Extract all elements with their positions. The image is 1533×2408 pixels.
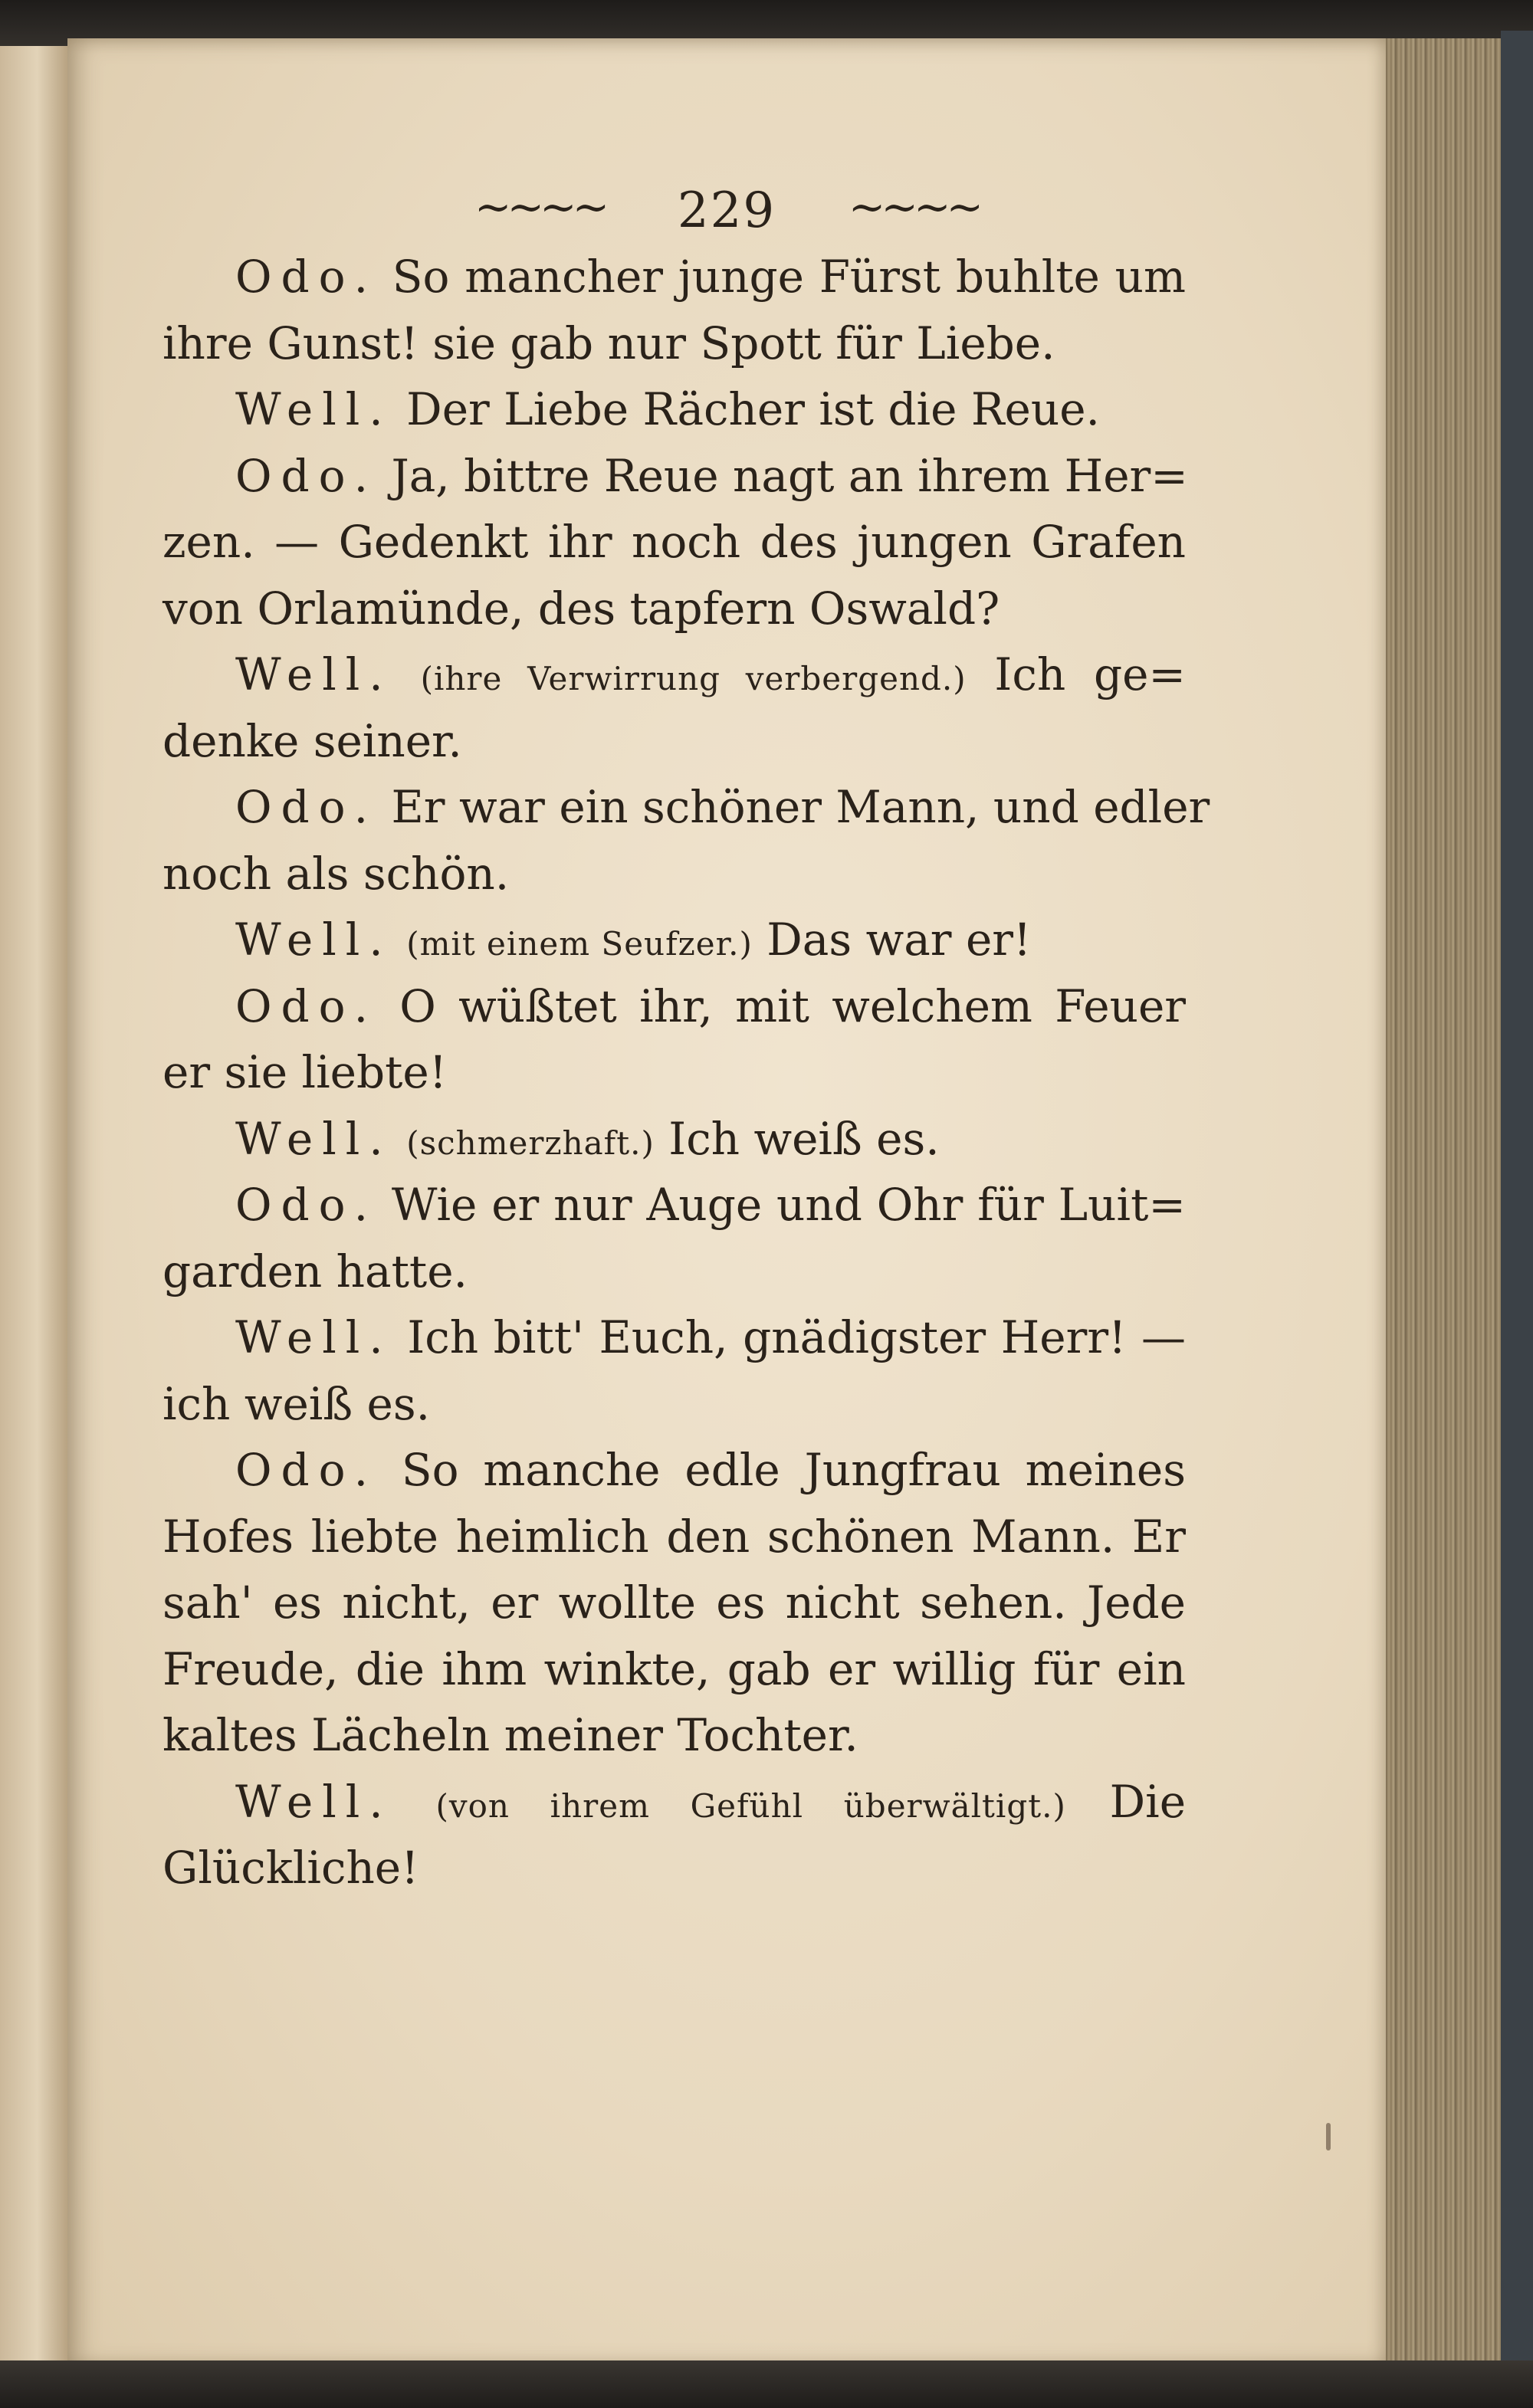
text-line xyxy=(162,1835,1186,1901)
page-number: 229 xyxy=(677,182,776,239)
text-line xyxy=(162,1570,1186,1636)
line-text: Das war er! xyxy=(752,914,1032,966)
book-cover-edge xyxy=(1501,31,1533,2376)
speaker-name: Odo. xyxy=(235,1444,378,1496)
text-line xyxy=(162,1304,1186,1371)
text-line xyxy=(162,708,1186,775)
text-line xyxy=(162,907,1186,973)
line-text: Der Liebe Rächer ist die Reue. xyxy=(392,383,1100,435)
line-text: noch als schön. xyxy=(162,847,510,900)
text-line xyxy=(162,1371,1186,1438)
text-line xyxy=(162,641,1186,708)
line-text: So manche edle Jungfrau meines xyxy=(377,1444,1186,1496)
text-line xyxy=(162,443,1186,510)
speaker-name: Well. xyxy=(235,648,392,700)
line-text: denke seiner. xyxy=(162,714,462,767)
text-line xyxy=(162,310,1186,377)
speaker-name: Well. xyxy=(235,914,392,966)
line-text: ihre Gunst! sie gab nur Spott für Liebe. xyxy=(162,317,1055,369)
text-line xyxy=(162,244,1186,310)
text-line xyxy=(162,576,1186,642)
line-text: Wie er nur Auge und Ohr für Luit= xyxy=(377,1179,1186,1231)
text-line xyxy=(162,1238,1186,1305)
text-line xyxy=(162,376,1186,443)
text-line xyxy=(162,1636,1186,1703)
paper-mark xyxy=(1326,2123,1331,2150)
speaker-name: Well. xyxy=(235,1311,392,1363)
text-line xyxy=(162,1769,1186,1836)
speaker-name: Odo. xyxy=(235,449,378,502)
speaker-name: Well. xyxy=(235,1112,392,1165)
speaker-name: Well. xyxy=(235,383,392,435)
line-text: sah' es nicht, er wollte es nicht sehen. Jede xyxy=(162,1576,1186,1629)
line-text xyxy=(392,914,406,966)
line-text: So mancher junge Fürst buhlte um xyxy=(377,251,1186,303)
line-text xyxy=(392,648,421,700)
text-line xyxy=(162,1106,1186,1173)
speaker-name: Odo. xyxy=(235,979,378,1032)
line-text: Die xyxy=(1065,1775,1187,1828)
text-line xyxy=(162,1172,1186,1238)
line-text: Glückliche! xyxy=(162,1842,419,1894)
line-text xyxy=(392,1776,436,1828)
text-line xyxy=(162,1504,1186,1570)
text-line xyxy=(162,1039,1186,1106)
line-text xyxy=(392,1113,406,1165)
speaker-name: Odo. xyxy=(235,251,378,303)
page-body-text xyxy=(162,244,1210,1901)
text-line xyxy=(162,1702,1186,1769)
stage-direction: (schmerzhaft.) xyxy=(406,1124,655,1162)
speaker-name: Odo. xyxy=(235,1179,378,1231)
text-line xyxy=(162,841,1186,907)
line-text: zen. — Gedenkt ihr noch des jungen Grafen xyxy=(162,516,1186,568)
bottom-binding-edge xyxy=(0,2360,1533,2408)
line-text: ich weiß es. xyxy=(162,1377,431,1430)
header-ornament-right: ~~~~ xyxy=(848,181,980,233)
facing-page-edge xyxy=(0,46,70,2368)
stage-direction: (mit einem Seufzer.) xyxy=(406,925,753,963)
text-line xyxy=(162,973,1186,1040)
line-text: O wüßtet ihr, mit welchem Feuer xyxy=(377,979,1186,1032)
line-text: Ich bitt' Euch, gnädigster Herr! — xyxy=(392,1311,1186,1363)
text-line xyxy=(162,1437,1186,1504)
text-line xyxy=(162,509,1186,576)
line-text: Ich weiß es. xyxy=(654,1112,940,1165)
line-text: kaltes Lächeln meiner Tochter. xyxy=(162,1709,858,1761)
line-text: Freude, die ihm winkte, gab er willig für ein xyxy=(162,1642,1186,1695)
line-text: Ich ge= xyxy=(966,648,1187,700)
line-text: von Orlamünde, des tapfern Oswald? xyxy=(162,582,1000,635)
speaker-name: Well. xyxy=(235,1775,392,1828)
stage-direction: (ihre Verwirrung verbergend.) xyxy=(420,660,967,697)
page-header xyxy=(67,181,1386,239)
stage-direction: (von ihrem Gefühl überwältigt.) xyxy=(435,1786,1066,1825)
line-text: garden hatte. xyxy=(162,1245,468,1297)
line-text: er sie liebte! xyxy=(162,1046,448,1098)
header-ornament-left: ~~~~ xyxy=(474,181,606,233)
page-block-edges xyxy=(1386,38,1501,2368)
speaker-name: Odo. xyxy=(235,781,378,833)
line-text: Er war ein schöner Mann, und edler xyxy=(377,781,1210,833)
line-text: Hofes liebte heimlich den schönen Mann. Er xyxy=(162,1510,1186,1563)
text-line xyxy=(162,774,1210,841)
line-text: Ja, bittre Reue nagt an ihrem Her= xyxy=(377,449,1188,502)
